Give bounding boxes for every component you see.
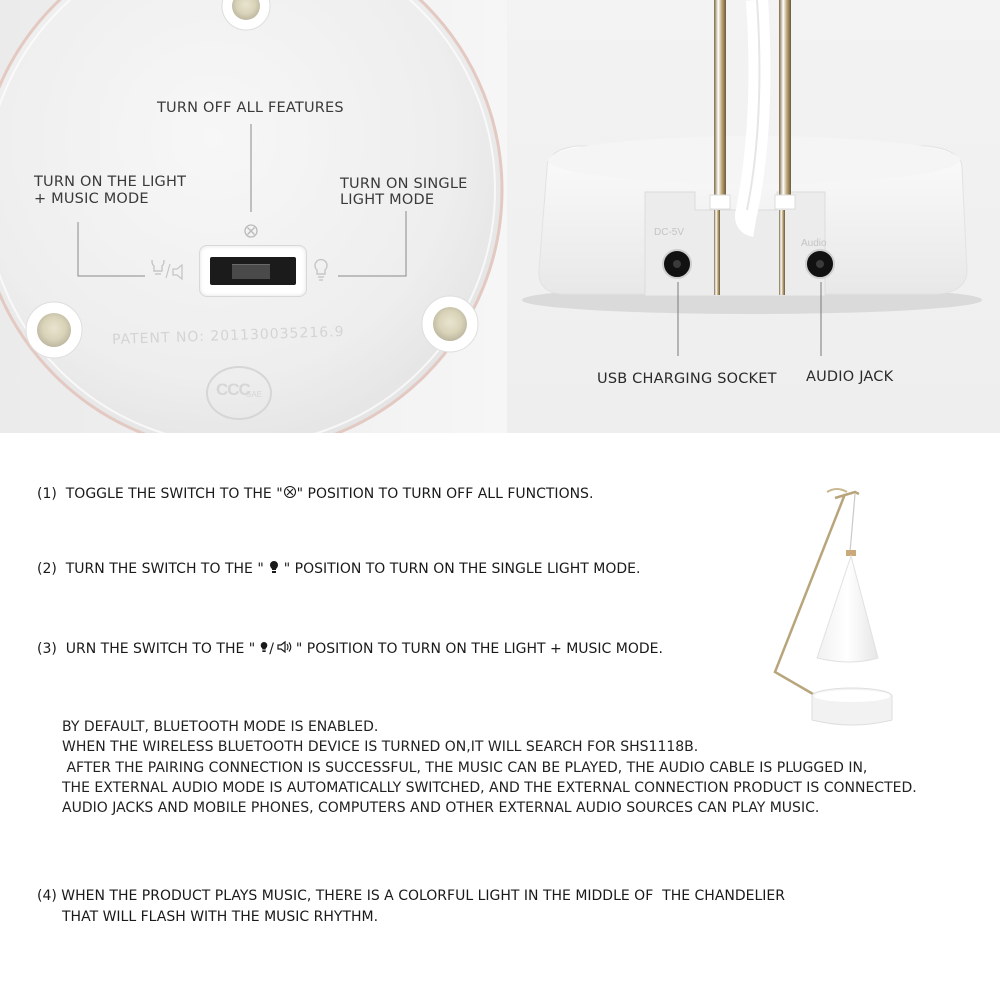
paragraph-line: BY DEFAULT, BLUETOOTH MODE IS ENABLED.: [62, 719, 379, 735]
audio-embossed-label: Audio: [801, 238, 827, 249]
dc-5v-label: DC-5V: [654, 227, 685, 238]
paragraph-line: WHEN THE WIRELESS BLUETOOTH DEVICE IS TURNED ON,IT WILL SEARCH FOR SHS1118B.: [62, 739, 699, 756]
step-3: (3) URN THE SWITCH TO THE " / " POSITION TO TURN ON THE LIGHT + MUSIC MODE.: [37, 641, 663, 657]
light-bulb-embossed-icon: [310, 258, 332, 284]
caption-audio-jack: AUDIO JACK: [806, 369, 894, 385]
step-4: [37, 886, 785, 927]
base-underside-photo: [0, 0, 507, 433]
base-side-photo: [507, 0, 1000, 433]
bluetooth-info-paragraph: [62, 717, 917, 818]
patent-number: PATENT NO: 201130035216.9: [111, 323, 345, 349]
step-4-line-1: (4) WHEN THE PRODUCT PLAYS MUSIC, THERE IS A COLORFUL LIGHT IN THE MIDDLE OF THE CHANDELIER: [37, 888, 786, 904]
caption-usb-socket: USB CHARGING SOCKET: [597, 371, 777, 387]
lamp-base-side-illustration: [507, 0, 1000, 433]
caption-light-music-1: TURN ON THE LIGHT: [34, 174, 187, 190]
mode-slide-switch[interactable]: [199, 245, 307, 297]
switch-knob[interactable]: [232, 264, 270, 279]
off-circle-icon: [283, 485, 297, 503]
step-2: (2) TURN THE SWITCH TO THE " " POSITION TO TURN ON THE SINGLE LIGHT MODE.: [37, 561, 641, 577]
caption-single-light-1: TURN ON SINGLE: [340, 176, 468, 192]
step-1: (1) TOGGLE THE SWITCH TO THE " " POSITION TO TURN OFF ALL FUNCTIONS.: [37, 486, 594, 502]
light-bulb-icon: [259, 640, 269, 658]
caption-light-music-2: + MUSIC MODE: [34, 191, 149, 207]
paragraph-line: AUDIO JACKS AND MOBILE PHONES, COMPUTERS AND OTHER EXTERNAL AUDIO SOURCES CAN PLAY MUSIC.: [62, 800, 820, 817]
light-music-embossed-icon: [148, 260, 192, 286]
caption-turn-off: TURN OFF ALL FEATURES: [157, 100, 344, 116]
light-bulb-icon: [268, 560, 280, 578]
ccc-mark: CCC SAE: [206, 366, 272, 420]
speaker-icon: [277, 640, 293, 658]
caption-single-light-2: LIGHT MODE: [340, 192, 435, 208]
paragraph-line: THE EXTERNAL AUDIO MODE IS AUTOMATICALLY SWITCHED, AND THE EXTERNAL CONNECTION PRODUCT IS CONNECTED.: [62, 779, 917, 796]
paragraph-line: AFTER THE PAIRING CONNECTION IS SUCCESSFUL, THE MUSIC CAN BE PLAYED, THE AUDIO CABLE IS PLUGGED IN,: [62, 759, 868, 776]
desk-lamp-illustration: [755, 462, 915, 737]
off-circle-icon: [243, 223, 259, 239]
step-4-line-2: THAT WILL FLASH WITH THE MUSIC RHYTHM.: [62, 908, 379, 925]
